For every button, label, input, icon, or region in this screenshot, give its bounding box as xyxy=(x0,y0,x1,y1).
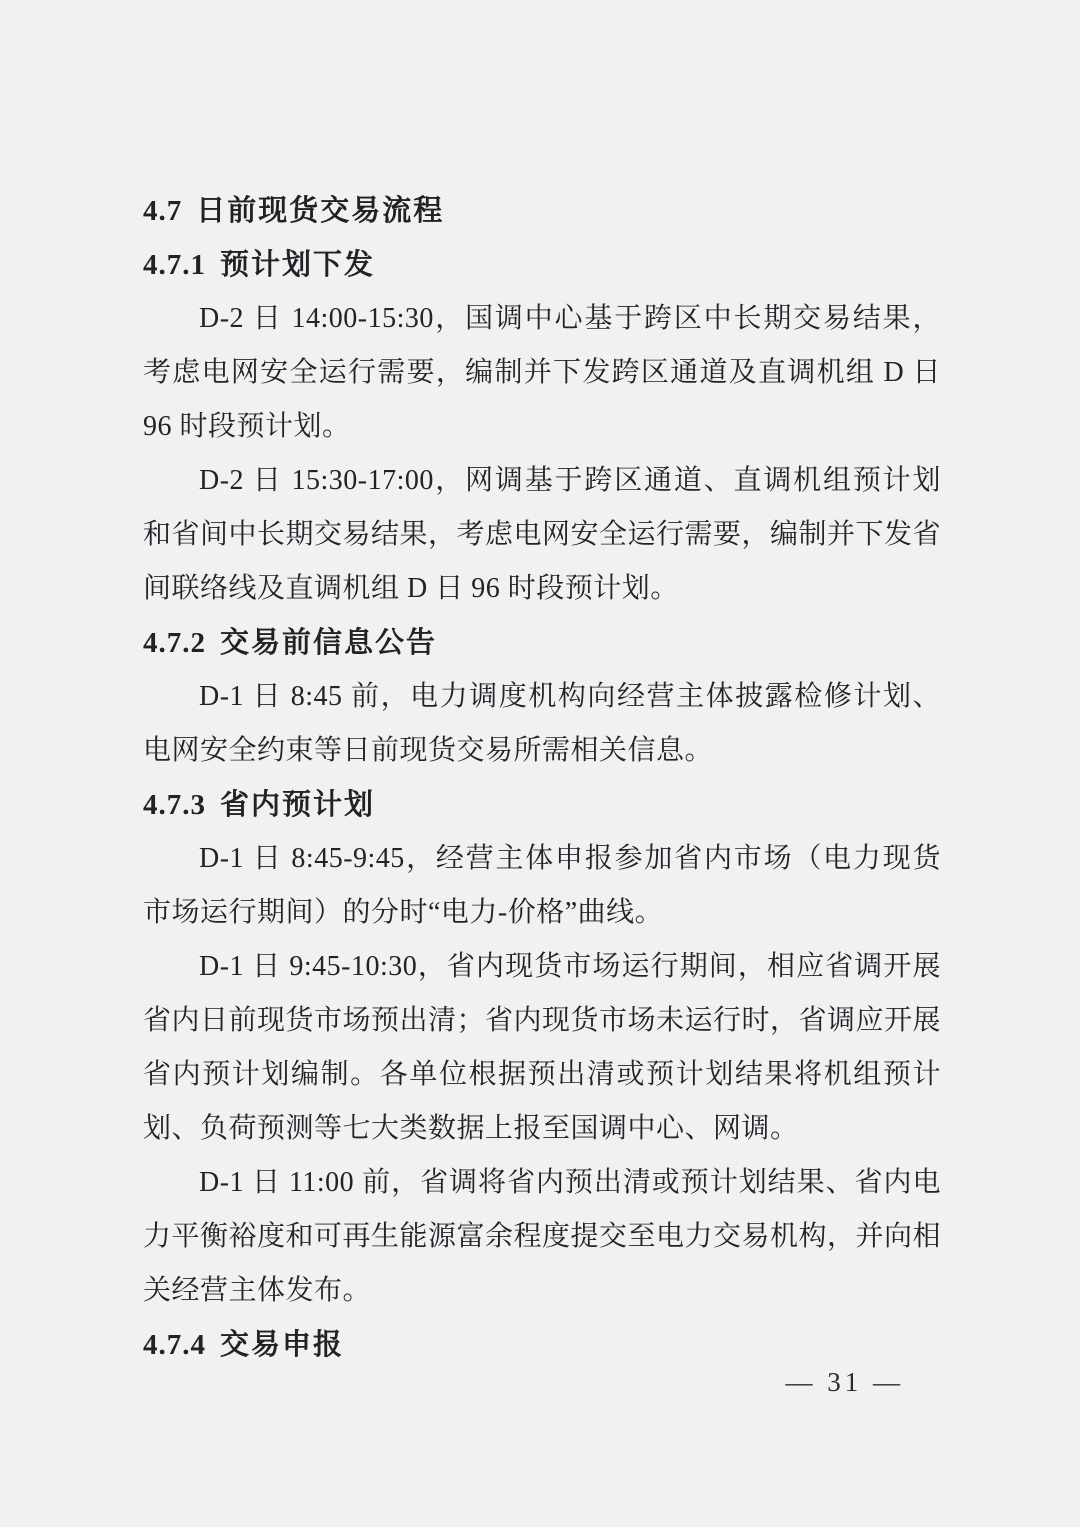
section-heading-4-7-1 xyxy=(143,238,941,292)
section-number: 4.7.1 xyxy=(143,249,206,281)
paragraph-info-disclosure-d1-845: D-1 日 8:45 前，电力调度机构向经营主体披露检修计划、电网安全约束等日前现货交易所需相关信息。 xyxy=(143,681,941,766)
paragraph-declare-d1-845-945: D-1 日 8:45-9:45，经营主体申报参加省内市场（电力现货市场运行期间）的分时“电力-价格”曲线。 xyxy=(143,843,941,928)
section-heading-4-7-2 xyxy=(143,616,941,670)
page-number: — 31 — xyxy=(785,1367,904,1397)
section-heading-4-7-3 xyxy=(143,778,941,832)
section-title: 交易前信息公告 xyxy=(220,627,438,659)
paragraph-submit-d1-1100: D-1 日 11:00 前，省调将省内预出清或预计划结果、省内电力平衡裕度和可再生能源富余程度提交至电力交易机构，并向相关经营主体发布。 xyxy=(143,1167,942,1306)
paragraph-preplan-d2-1530: D-2 日 15:30-17:00，网调基于跨区通道、直调机组预计划和省间中长期交易结果，考虑电网安全运行需要，编制并下发省间联络线及直调机组 D 日 96 时段预计划。 xyxy=(143,465,942,604)
document-content xyxy=(143,184,941,1372)
paragraph-preplan-d2-1400: D-2 日 14:00-15:30，国调中心基于跨区中长期交易结果，考虑电网安全运行需要，编制并下发跨区通道及直调机组 D 日 96 时段预计划。 xyxy=(143,303,941,442)
section-title: 日前现货交易流程 xyxy=(196,195,445,227)
section-title: 预计划下发 xyxy=(220,249,376,281)
section-heading-4-7 xyxy=(143,184,941,238)
section-number: 4.7.2 xyxy=(143,627,206,659)
section-title: 省内预计划 xyxy=(220,789,376,821)
section-number: 4.7.3 xyxy=(143,789,206,821)
section-number: 4.7 xyxy=(143,195,183,227)
section-title: 交易申报 xyxy=(220,1329,345,1361)
paragraph-preclear-d1-945-1030: D-1 日 9:45-10:30，省内现货市场运行期间，相应省调开展省内日前现货市场预出清；省内现货市场未运行时，省调应开展省内预计划编制。各单位根据预出清或预计划结果将机组预计划、负荷预测等七大类数据上报至国调中心、网调。 xyxy=(143,951,942,1144)
section-number: 4.7.4 xyxy=(143,1329,206,1361)
